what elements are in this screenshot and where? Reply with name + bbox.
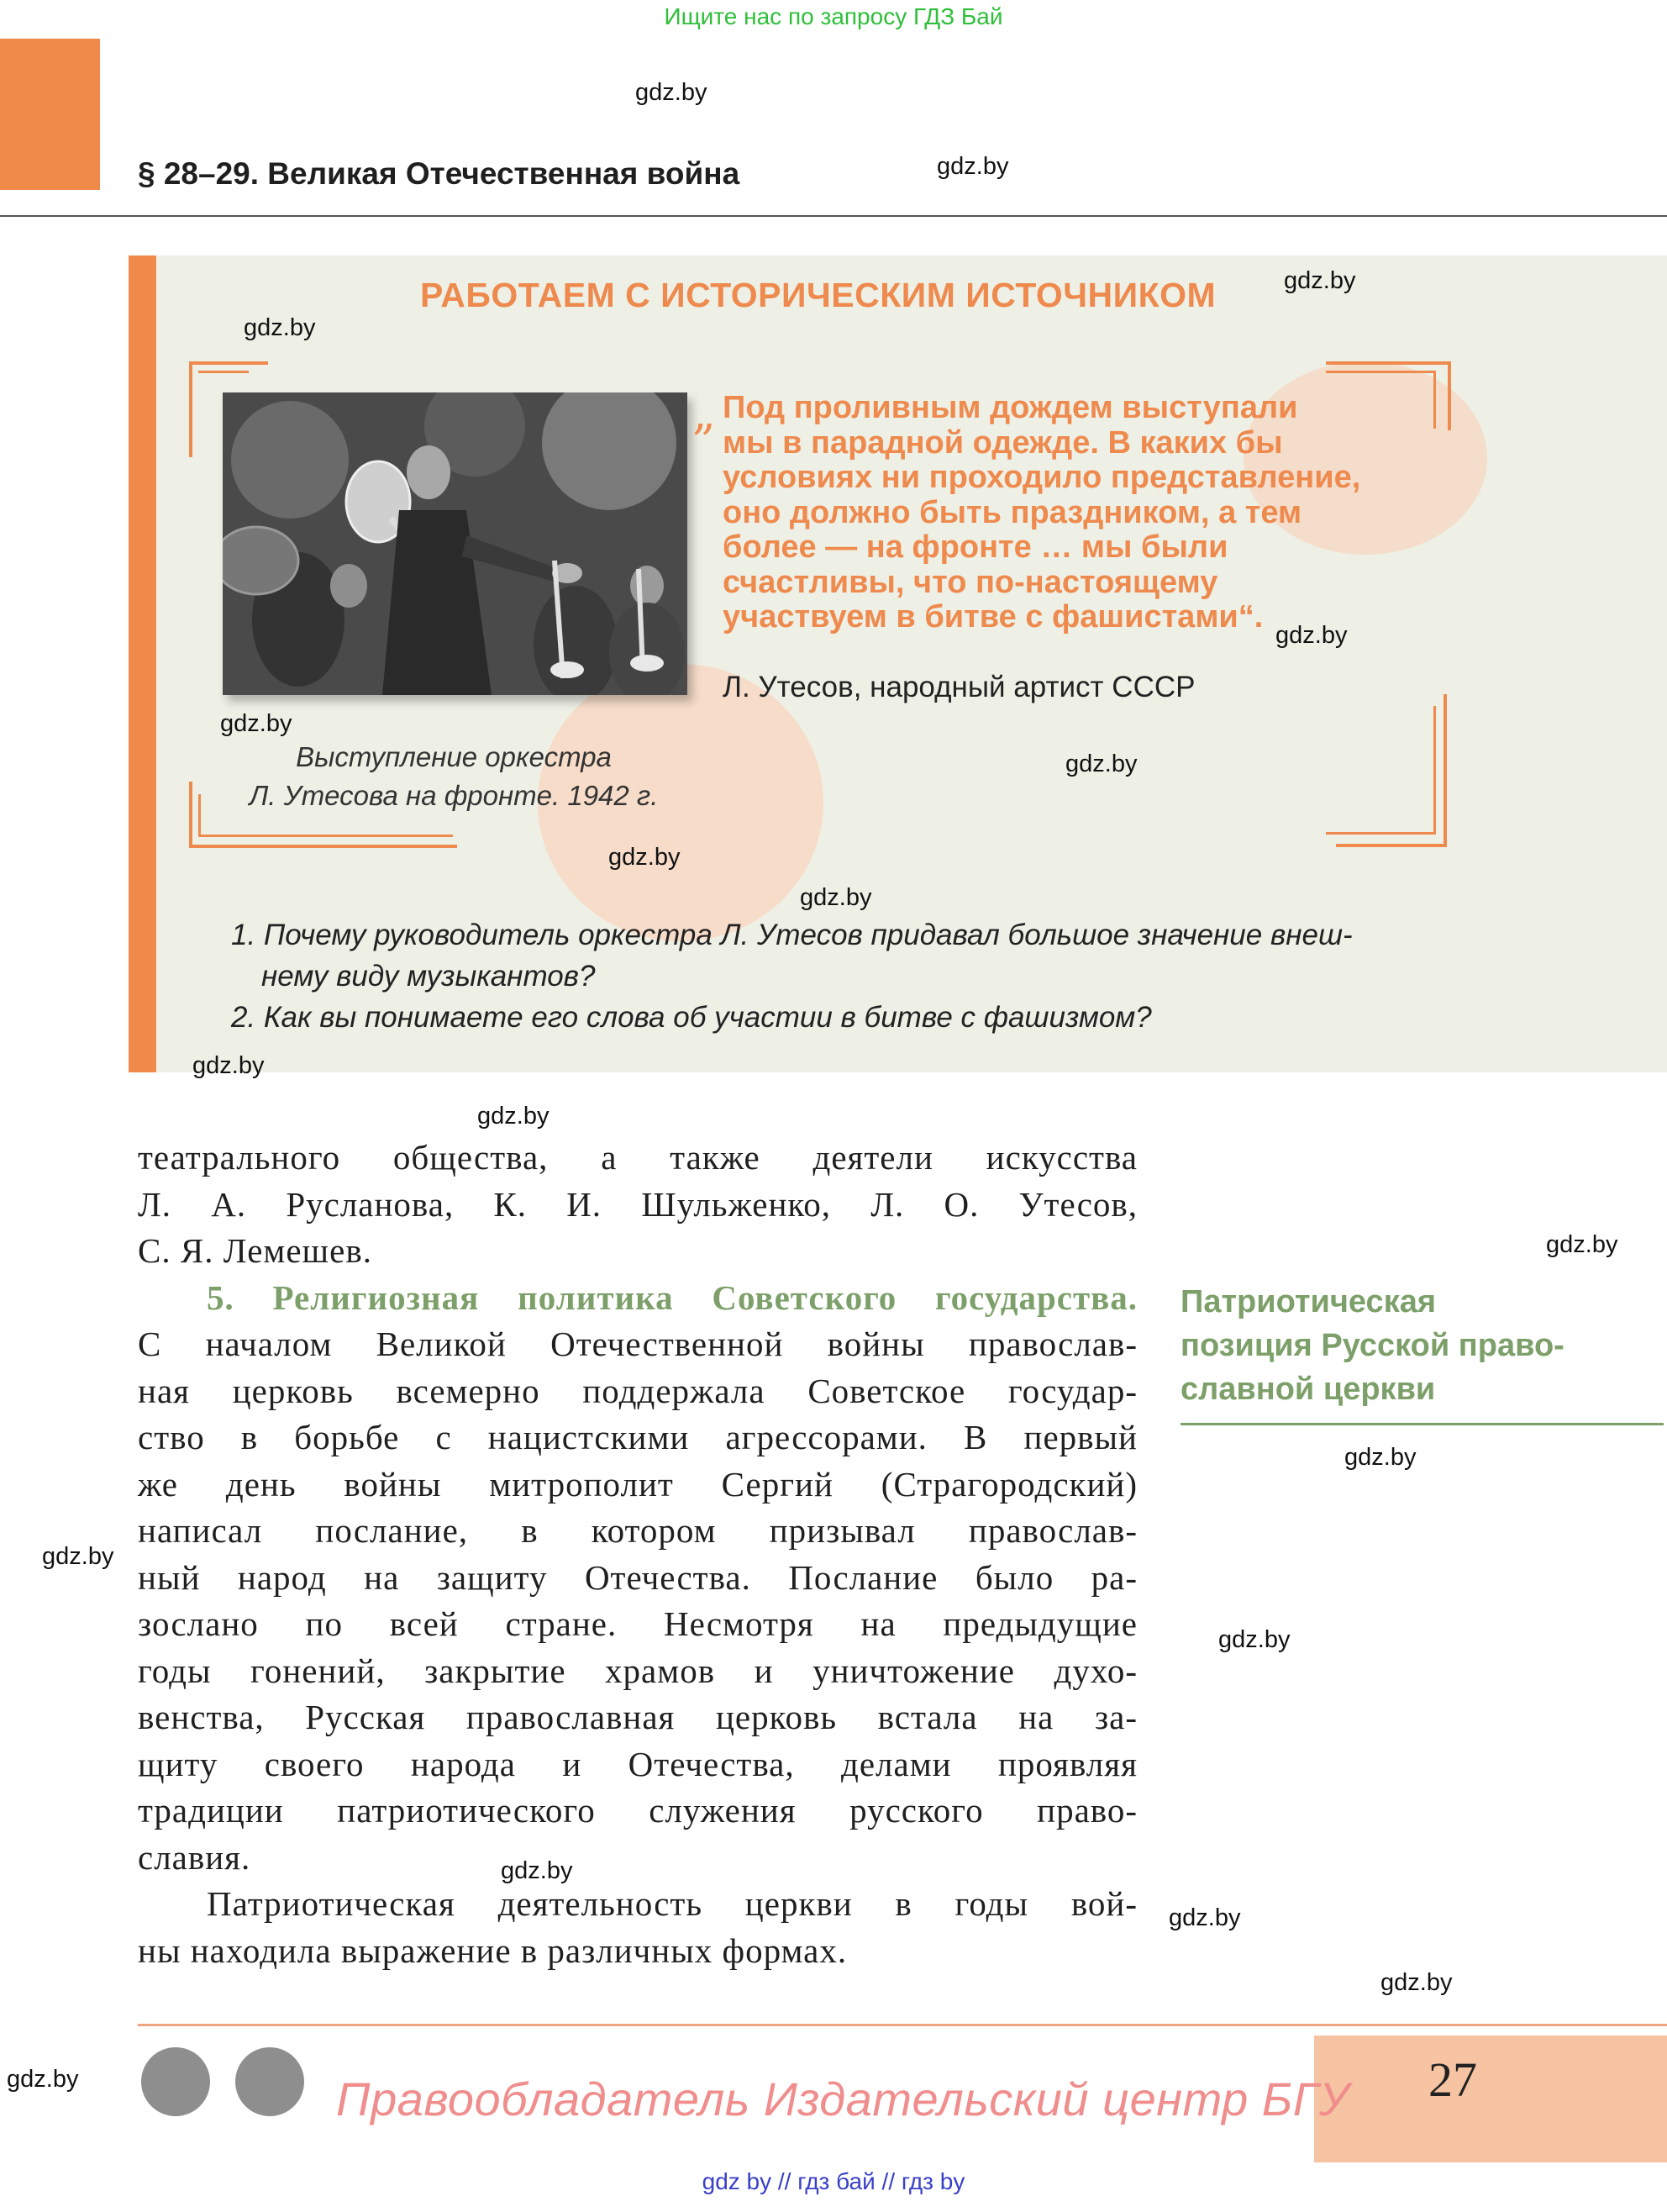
watermark: gdz.by: [1380, 1969, 1453, 1996]
watermark: gdz.by: [244, 314, 316, 341]
watermark: gdz.by: [937, 153, 1009, 180]
body-line: годы гонений, закрытие храмов и уничтожение духо-: [138, 1651, 1138, 1690]
photo-illustration: [223, 392, 687, 695]
body-line: Патриотическая деятельность церкви в годы вой-: [207, 1884, 1138, 1923]
watermark: gdz.by: [608, 844, 681, 871]
footer-divider: [138, 2024, 1667, 2026]
watermark: gdz.by: [1275, 622, 1348, 649]
body-line: ство в борьбе с нацистскими агрессорами. В первый: [138, 1418, 1138, 1456]
watermark: gdz.by: [192, 1052, 265, 1079]
page-header-title: § 28–29. Великая Отечественная война: [138, 156, 740, 191]
body-line: славия.: [138, 1837, 251, 1877]
panel-accent-bar: [129, 255, 156, 1072]
body-line: Л. А. Русланова, К. И. Шульженко, Л. О. Утесов,: [138, 1184, 1138, 1224]
watermark: gdz.by: [635, 79, 707, 106]
body-line: традиции патриотического служения русского право-: [138, 1791, 1138, 1830]
question-2: 2. Как вы понимаете его слова об участии в битве с фашизмом?: [231, 1001, 1152, 1034]
frame-corner: [198, 371, 249, 390]
watermark: gdz.by: [7, 2066, 79, 2093]
page-number: 27: [1428, 2052, 1477, 2107]
quote-author: Л. Утесов, народный артист СССР: [723, 671, 1196, 703]
watermark: gdz.by: [1546, 1231, 1618, 1258]
quote-line: счастливы, что по-настоящему: [723, 564, 1218, 600]
section-heading: 5. Религиозная политика Советского государства.: [207, 1277, 1138, 1317]
watermark: gdz.by: [220, 710, 292, 737]
watermark: gdz.by: [1344, 1444, 1417, 1471]
marker-circle: [141, 2047, 210, 2116]
historical-quote: [723, 391, 1395, 635]
body-line: театрального общества, а также деятели искусства: [138, 1138, 1138, 1177]
watermark: gdz.by: [1169, 1904, 1241, 1931]
quote-open-mark: „: [692, 387, 716, 440]
page-number-box: [1314, 2036, 1667, 2162]
body-line: написал послание, в котором призывал православ-: [138, 1511, 1138, 1550]
orchestra-photo: [223, 392, 687, 695]
quote-line: мы в парадной одежде. В каких бы: [723, 424, 1283, 461]
body-line: же день войны митрополит Сергий (Страгородский): [138, 1464, 1138, 1504]
body-line: ная церковь всемерно поддержала Советское государ-: [138, 1371, 1138, 1410]
photo-caption-line: Выступление оркестра: [296, 741, 612, 772]
question-1: 1. Почему руководитель оркестра Л. Утесов придавал большое значение внеш-: [231, 919, 1353, 951]
photo-caption: [244, 738, 664, 815]
marker-circle: [235, 2047, 304, 2116]
margin-heading: [1181, 1280, 1564, 1411]
margin-heading-line: Патриотическая: [1181, 1284, 1437, 1319]
body-line: С. Я. Лемешев.: [138, 1231, 372, 1270]
search-banner[interactable]: Ищите нас по запросу ГДЗ Бай: [664, 3, 1003, 29]
copyright-notice: Правообладатель Издательский центр БГУ: [336, 2072, 1349, 2125]
watermark: gdz.by: [1284, 267, 1356, 294]
quote-line: участвуем в битве с фашистами“.: [723, 599, 1264, 635]
watermark: gdz.by: [42, 1543, 114, 1570]
frame-corner: [1326, 706, 1436, 835]
panel-title: РАБОТАЕМ С ИСТОРИЧЕСКИМ ИСТОЧНИКОМ: [420, 276, 1217, 314]
body-line: ный народ на защиту Отечества. Послание было ра-: [138, 1557, 1138, 1597]
watermark: gdz.by: [1065, 750, 1138, 777]
photo-caption-line: Л. Утесова на фронте. 1942 г.: [249, 780, 659, 811]
watermark: gdz.by: [800, 884, 872, 911]
margin-heading-line: позиция Русской право-: [1181, 1328, 1564, 1363]
header-divider: [0, 215, 1667, 217]
watermark: gdz.by: [501, 1857, 573, 1884]
body-line: ны находила выражение в различных формах.: [138, 1930, 848, 1970]
quote-line: условиях ни проходило представление,: [723, 460, 1361, 495]
body-line: щиту своего народа и Отечества, делами проявляя: [138, 1744, 1138, 1783]
body-line: зослано по всей стране. Несмотря на предыдущие: [138, 1604, 1138, 1643]
margin-heading-rule: [1181, 1423, 1664, 1425]
margin-heading-line: славной церкви: [1181, 1372, 1436, 1407]
quote-line: оно должно быть праздником, а тем: [723, 494, 1302, 530]
body-text: [138, 1135, 1138, 1974]
question-1-cont: нему виду музыкантов?: [261, 960, 596, 993]
body-line: венства, Русская православная церковь встала на за-: [138, 1698, 1138, 1736]
quote-line: более — на фронте … мы были: [723, 529, 1228, 565]
panel-questions: [231, 914, 1458, 1038]
bottom-links[interactable]: gdz by // гдз бай // гдз by: [702, 2168, 965, 2194]
watermark: gdz.by: [1218, 1626, 1291, 1653]
watermark: gdz.by: [477, 1103, 550, 1130]
quote-close-mark: “.: [1238, 599, 1264, 635]
quote-line: Под проливным дождем выступали: [723, 390, 1298, 425]
chapter-marker: [0, 39, 100, 190]
body-line: С началом Великой Отечественной войны православ-: [138, 1325, 1138, 1363]
